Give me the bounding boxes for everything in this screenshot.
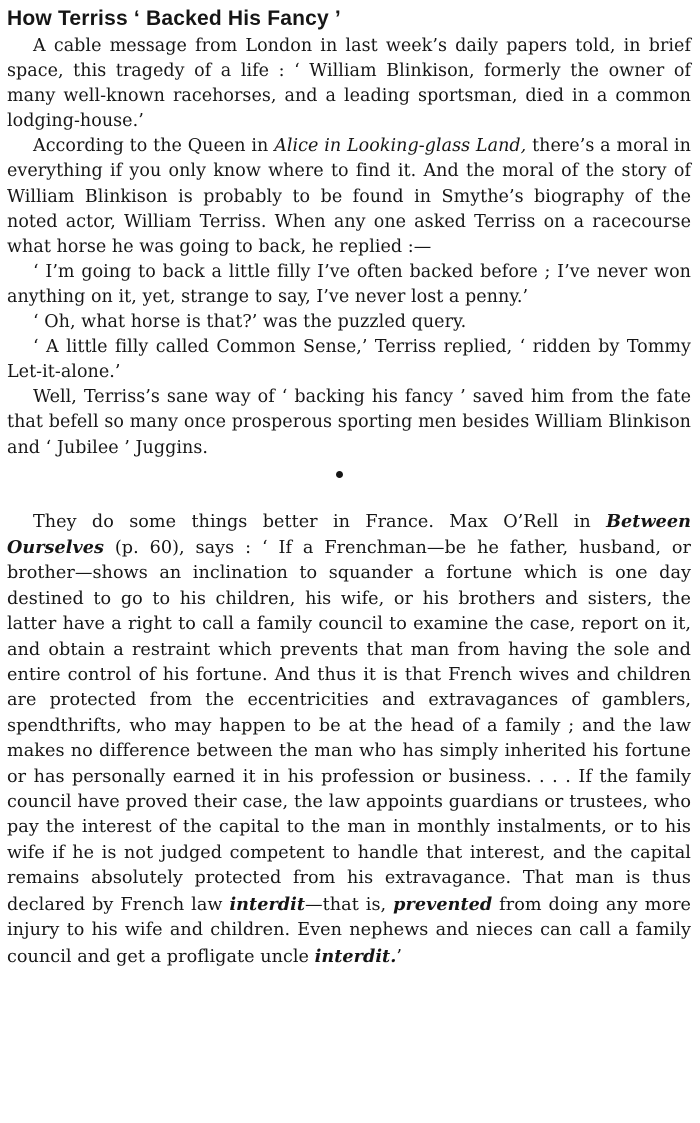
paragraph-cable-message: A cable message from London in last week’s daily papers told, in brief space, this tragedy of a life : ‘ William Blinkison, formerly the owner of many well-known racehorses, and a leading sportsman, died in a common lodging-house.’ — [7, 36, 691, 132]
paragraph-common-sense: ‘ A little filly called Common Sense,’ Terriss replied, ‘ ridden by Tommy Let-it-alone.’ — [7, 337, 691, 383]
article-title: How Terriss ‘ Backed His Fancy ’ — [7, 7, 341, 30]
text-run: They do some things better in France. Max O’Rell in — [33, 511, 607, 532]
text-run: from doing any more injury to his wife and children. Even nephews and nieces can call a family council and get a profligate uncle — [7, 894, 691, 967]
text-run: —that is, — [305, 894, 394, 915]
text-run: ’ — [396, 946, 403, 967]
section-france — [7, 509, 691, 970]
term-interdit: interdit — [229, 893, 306, 915]
paragraph-query: ‘ Oh, what horse is that?’ was the puzzled query. — [33, 312, 467, 333]
term-prevented: prevented — [393, 893, 493, 915]
section-terriss — [7, 34, 691, 461]
book-title-between-ourselves: Between Ourselves — [7, 510, 691, 558]
paragraph-moral — [7, 134, 691, 259]
section-separator — [7, 461, 691, 509]
text-run: there’s a moral in everything if you only know where to find it. And the moral of the story of William Blinkison is probably to be found in Smythe’s biography of the noted actor, William Terriss. When any one asked Terriss on a racecourse what horse he was going to back, he replied :— — [7, 136, 691, 257]
separator-dot — [336, 471, 343, 478]
paragraph-conclusion: Well, Terriss’s sane way of ‘ backing his fancy ’ saved him from the fate that befell so many once prosperous sporting men besides William Blinkison and ‘ Jubilee ’ Juggins. — [7, 387, 691, 458]
paragraph-terriss-reply: ‘ I’m going to back a little filly I’ve often backed before ; I’ve never won anything on it, yet, strange to say, I’ve never lost a penny.’ — [7, 261, 691, 307]
book-title-alice: Alice in Looking-glass Land, — [274, 136, 527, 157]
term-interdit-2: interdit. — [314, 945, 397, 967]
paragraph-france — [7, 509, 691, 970]
text-run: (p. 60), says : ‘ If a Frenchman—be he father, husband, or brother—shows an inclination to squander a fortune which is one day destined to go to his children, his wife, or his brothers and sisters, the latter have a right to call a family council to examine the case, report on it, and obtain a restraint which prevents that man from having the sole and entire control of his fortune. And thus it is that French wives and children are protected from the eccentricities and extravagances of gamblers, spendthrifts, who may happen to be at the head of a family ; and the law makes no difference between the man who has simply inherited his fortune or has personally earned it in his profession or business. . . . If the family council have proved their case, the law appoints guardians or trustees, who pay the interest of the capital to the man in monthly instalments, or to his wife if he is not judged competent to handle that interest, and the capital remains absolutely protected from his extravagance. That man is thus declared by French law — [7, 538, 691, 915]
text-run: According to the Queen in — [33, 136, 275, 157]
article — [7, 4, 691, 970]
